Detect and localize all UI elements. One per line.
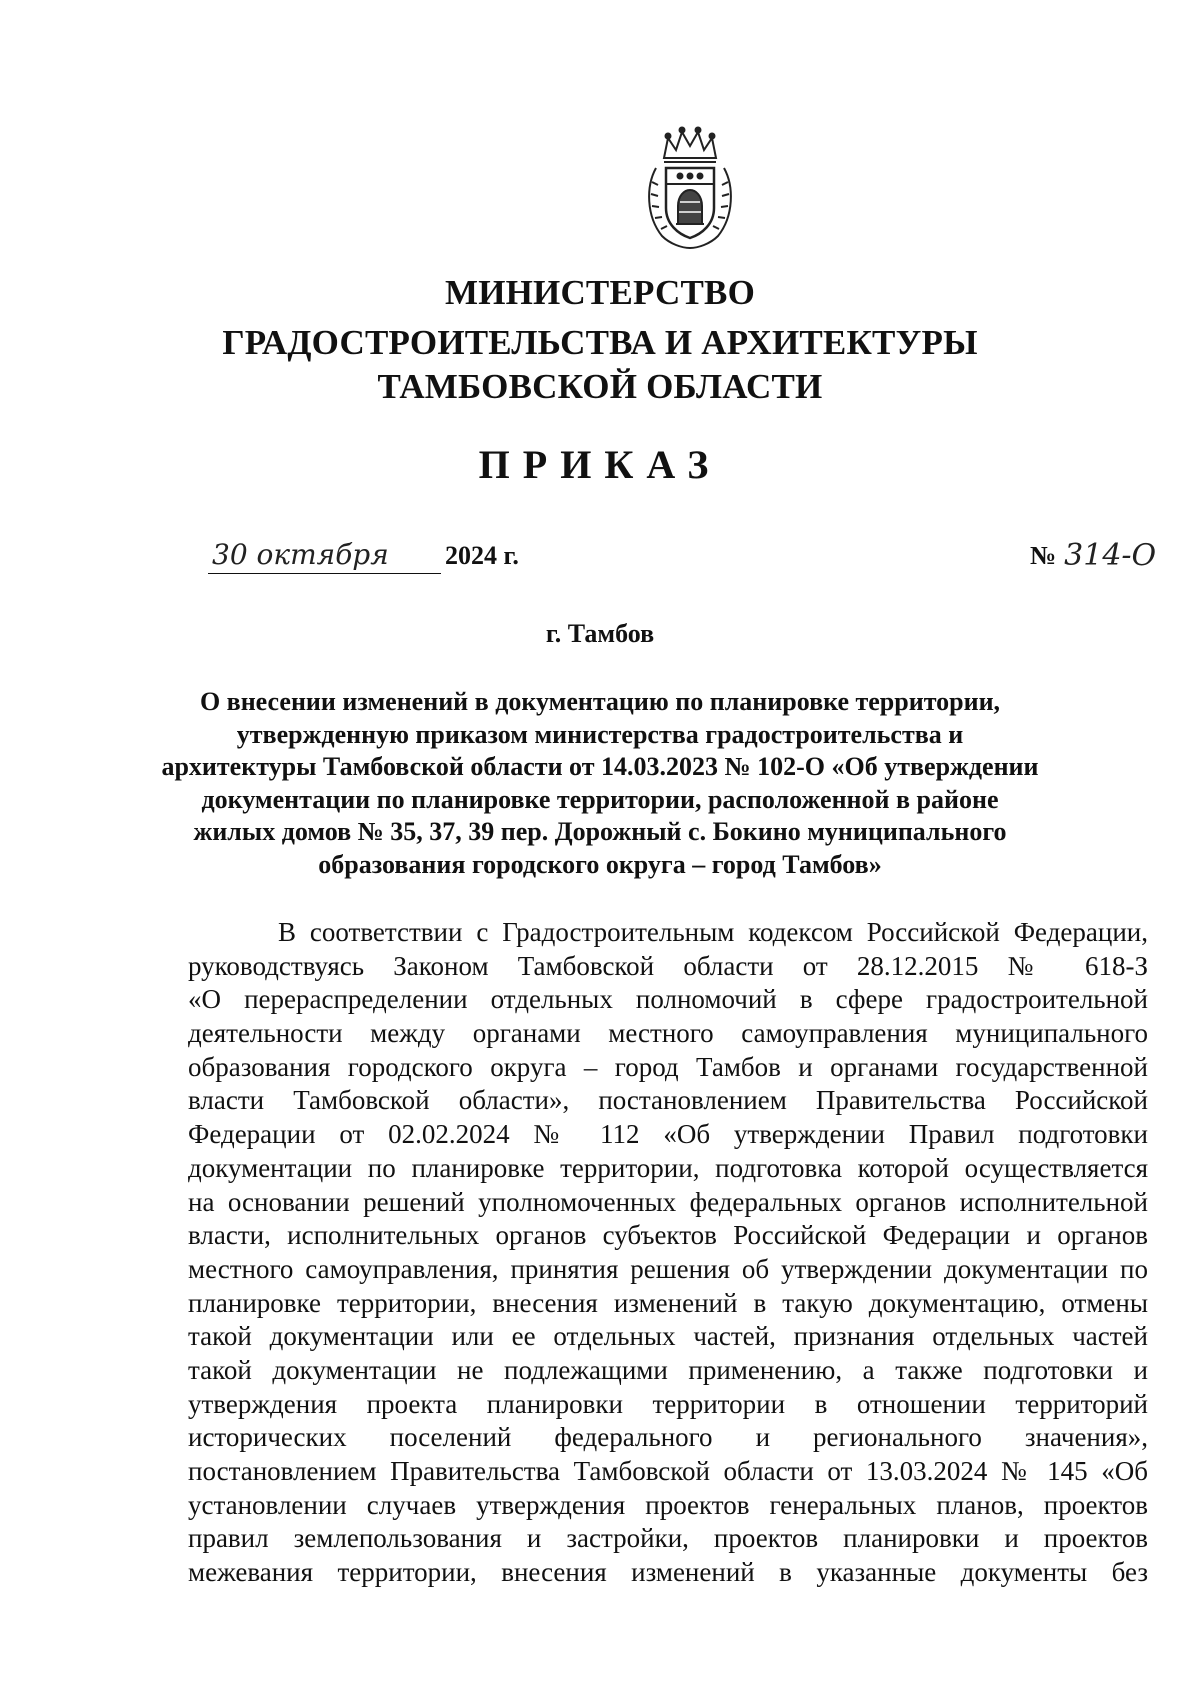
subject-line: О внесении изменений в документацию по планировке территории, [199,687,1001,716]
order-date [208,534,519,574]
handwritten-number: 314-О [1064,538,1157,573]
body-line: местного самоуправления, принятия решения об утверждении документации по [188,1253,1148,1284]
body-line: на основании решений уполномоченных федеральных органов исполнительной [188,1186,1148,1217]
order-subject [0,686,1200,882]
number-sign: № [1030,541,1057,570]
subject-line: утвержденную приказом министерства градостроительства и [236,719,964,749]
city-line: г. Тамбов [545,619,655,648]
body-line: планировке территории, внесения изменений в такую документацию, отмены [188,1287,1148,1318]
body-line: образования городского округа – город Тамбов и органами государственной [188,1051,1148,1082]
body-line: В соответствии с Градостроительным кодексом Российской Федерации, [278,917,1148,947]
body-line: межевания территории, внесения изменений в указанные документы без [188,1557,1148,1588]
body-line: документации по планировке территории, подготовка которой осуществляется [188,1152,1148,1183]
body-line: Федерации от 02.02.2024 № 112 «Об утверждении Правил подготовки [188,1119,1148,1150]
document-type-title: ПРИКАЗ [478,442,722,487]
body-line: такой документации не подлежащими применению, а также подготовки и [188,1354,1148,1385]
date-year: 2024 г. [445,541,519,570]
body-line: деятельности между органами местного самоуправления муниципального [188,1018,1148,1049]
subject-line: образования городского округа – город Тамбов» [318,849,882,879]
tambov-region-coat-of-arms-icon [642,124,738,252]
body-line: власти Тамбовской области», постановлением Правительства Российской [188,1085,1148,1116]
ministry-name-line-2: ГРАДОСТРОИТЕЛЬСТВА И АРХИТЕКТУРЫ [222,323,978,362]
subject-line: документации по планировке территории, расположенной в районе [201,784,999,814]
body-line: постановлением Правительства Тамбовской области от 13.03.2024 № 145 «Об [188,1456,1148,1486]
body-line: установлении случаев утверждения проектов генеральных планов, проектов [188,1489,1148,1520]
ministry-name-line-3: ТАМБОВСКОЙ ОБЛАСТИ [377,367,823,406]
body-line: правил землепользования и застройки, проектов планировки и проектов [188,1523,1148,1554]
subject-line: жилых домов № 35, 37, 39 пер. Дорожный с. Бокино муниципального [193,817,1007,847]
order-number [1030,534,1156,574]
handwritten-date: 30 октября [208,537,441,574]
order-body [188,916,1148,1590]
body-line: «О перераспределении отдельных полномочий в сфере градостроительной [188,984,1148,1015]
body-line: руководствуясь Законом Тамбовской области от 28.12.2015 № 618-З [188,950,1148,981]
subject-line: архитектуры Тамбовской области от 14.03.2023 № 102-О «Об утверждении [161,752,1039,782]
body-line: утверждения проекта планировки территории в отношении территорий [188,1388,1148,1419]
body-line: власти, исполнительных органов субъектов Российской Федерации и органов [188,1220,1148,1251]
body-line: такой документации или ее отдельных частей, признания отдельных частей [188,1321,1148,1352]
ministry-name-line-1: МИНИСТЕРСТВО [444,273,756,312]
body-line: исторических поселений федерального и регионального значения», [188,1422,1148,1453]
